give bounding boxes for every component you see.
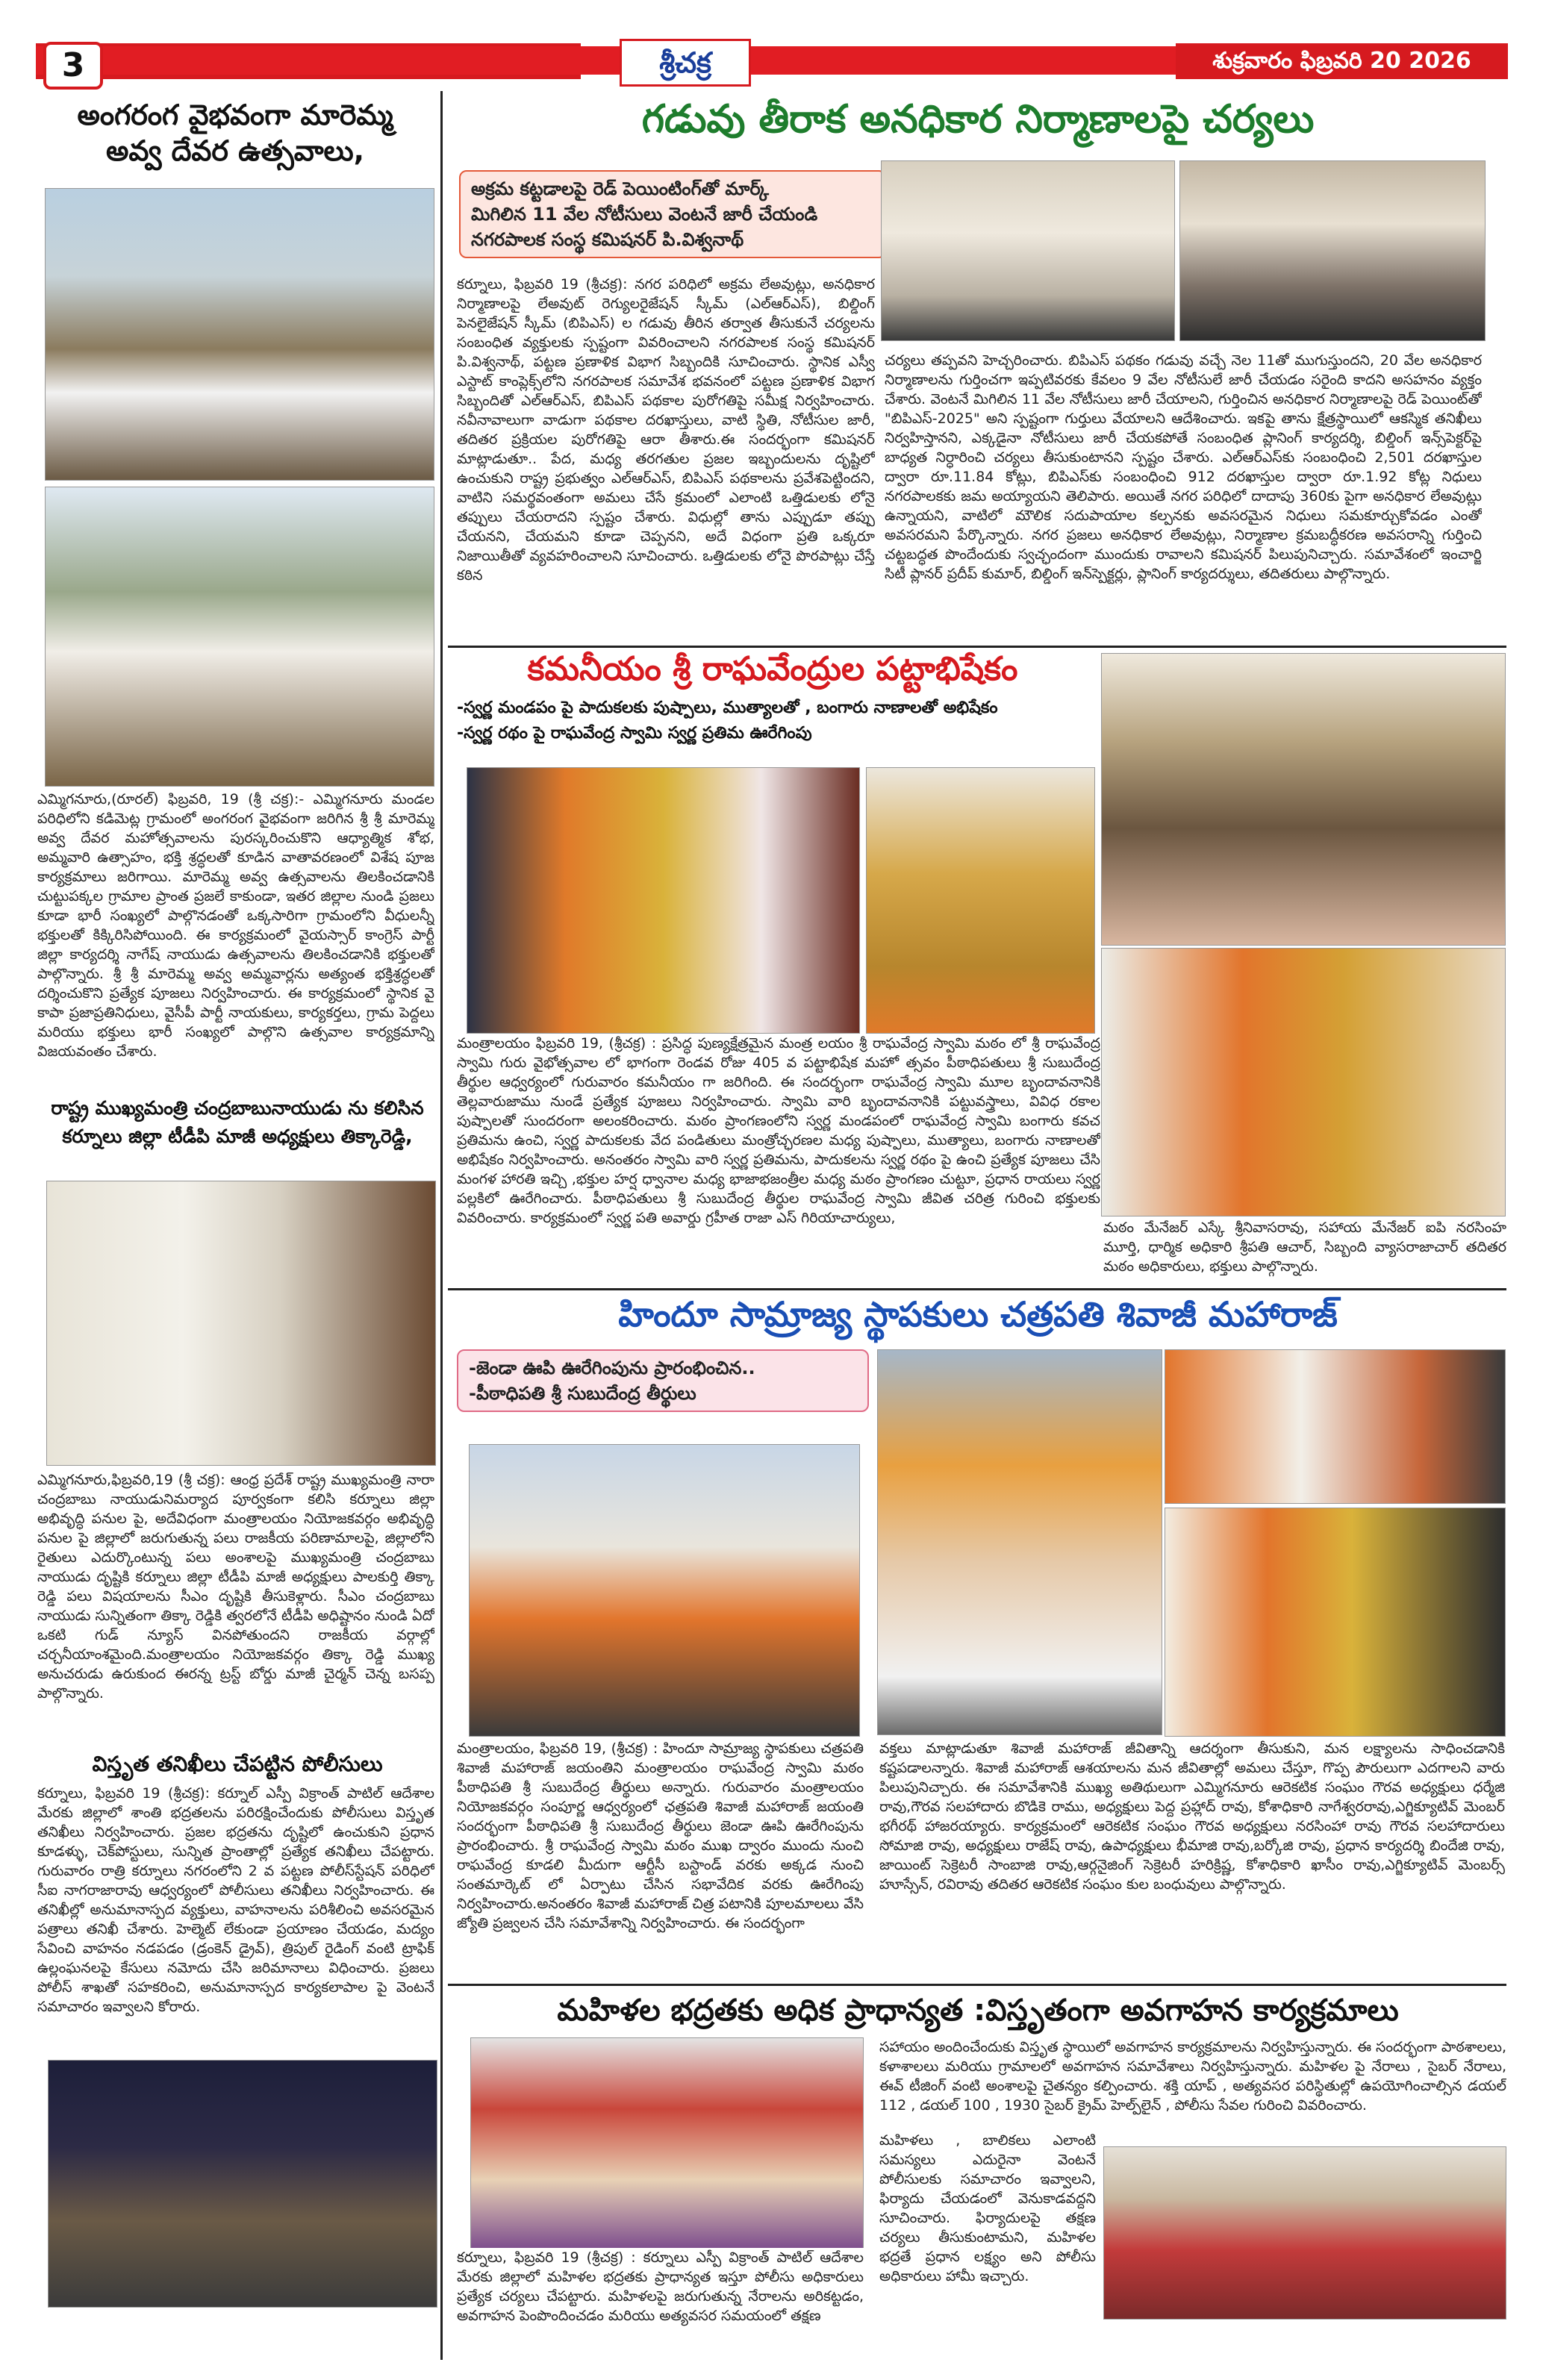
- cm-meeting-photo: [46, 1181, 436, 1466]
- story1-headline: [37, 97, 433, 169]
- story1-headline-line1: అంగరంగ వైభవంగా మారెమ్మ: [77, 99, 393, 131]
- seer-with-gold-photo: [1101, 948, 1506, 1216]
- section-rule-2: [448, 1288, 1506, 1290]
- women-story-body-right-top: సహాయం అందించేందుకు విస్తృత స్థాయిలో అవగాహన కార్యక్రమాలను నిర్వహిస్తున్నారు. ఈ సందర్భంగా పాఠశాలలు, కళాశాలలు మరియు గ్రామాలలో అవగాహన సమావేశాలు నిర్వహిస్తున్నారు. మహిళల పై నేరాలు , సైబర్ నేరాలు, ఈవ్ టీజింగ్ వంటి అంశాలపై చైతన్యం కల్పించారు. శక్తి యాప్ , అత్యవసర పరిస్థితుల్లో ఉపయోగించాల్సిన డయల్ 112 , డయల్ 100 , 1930 సైబర్ క్రైమ్ హెల్ప్‌లైన్ , పోలీసు సేవల గురించి వివరించారు.: [879, 2039, 1506, 2114]
- story1-body: ఎమ్మిగనూరు,(రూరల్) ఫిబ్రవరి, 19 (శ్రీ చక్ర):- ఎమ్మిగనూరు మండల పరిధిలోని కడిమెట్ల గ్రామంలో అంగరంగ వైభవంగా జరిగిన శ్రీ శ్రీ మారెమ్మ అవ్వ దేవర మహోత్సవాలను పురస్కరించుకొని ఆధ్యాత్మిక శోభ, అమ్మవారి ఉత్సాహం, భక్తి శ్రద్ధలతో కూడిన వాతావరణంలో విశేష పూజ కార్యక్రమాలు జరిగాయి. మారెమ్మ అవ్వ ఉత్సవాలను తిలకించడానికి చుట్టుపక్కల గ్రామాల ప్రాంత ప్రజలే కాకుండా, ఇతర జిల్లాల నుండి ప్రజలు కూడా భారీ సంఖ్యలో పాల్గొనడంతో ఒక్కసారిగా గ్రామంలోని వీధులన్నీ భక్తులతో కిక్కిరిసిపోయింది. ఈ కార్యక్రమంలో వైయస్సార్ కాంగ్రెస్ పార్టీ జిల్లా కార్యదర్శి నాగేష్ నాయుడు ఉత్సవాలను తిలకించడానికి భక్తులతో పాల్గొన్నారు. శ్రీ శ్రీ మారెమ్మ అవ్వ అమ్మవార్లను అత్యంత భక్తిశ్రద్ధలతో దర్శించుకొని ప్రత్యేక పూజలు నిర్వహించారు. ఈ కార్యక్రమంలో స్థానిక వై కాపా ప్రజాప్రతినిధులు, వైసీపీ పార్టీ నాయకులు, కార్యకర్తలు, గ్రామ పెద్దలు మరియు భక్తులు భారీ సంఖ్యలో పాల్గొని ఉత్సవాల కార్యక్రమాన్ని విజయవంతం చేశారు.: [37, 791, 434, 1060]
- middle-subhead-line1: -స్వర్ణ మండపం పై పాదుకలకు పుష్పాలు, ముత్యాలతో , బంగారు నాణాలతో అభిషేకం: [457, 699, 998, 717]
- festival-photo-2: [45, 487, 434, 787]
- story1-headline-line2: అవ్వ దేవర ఉత్సవాలు,: [105, 134, 365, 167]
- golden-chariot-photo: [866, 767, 1095, 1034]
- newspaper-logo: శ్రీచక్ర: [620, 39, 751, 87]
- section-rule-3: [448, 1984, 1506, 1986]
- police-checking-photo: [48, 2060, 437, 2308]
- women-story-body-left: కర్నూలు, ఫిబ్రవరి 19 (శ్రీచక్ర) : కర్నూలు ఎస్పీ విక్రాంత్ పాటిల్ ఆదేశాల మేరకు జిల్లాలో మహిళల భద్రతకు ప్రాధాన్యత ఇస్తూ పోలీసు అధికారులు ప్రత్యేక చర్యలు చేపట్టారు. మహిళలపై జరుగుతున్న నేరాలను అరికట్టడం, అవగాహన పెంపొందించడం మరియు అత్యవసర సమయంలో తక్షణ: [457, 2248, 864, 2345]
- top-subhead-line1: అక్రమ కట్టడాలపై రెడ్ పెయింటింగ్‌తో మార్క్: [471, 178, 769, 199]
- middle-story-caption: మఠం మేనేజర్ ఎస్కే శ్రీనివాసరావు, సహాయ మేనేజర్ ఐపి నరసింహ మూర్తి, ధార్మిక అధికారి శ్రీపతి ఆచార్, సిబ్బంది వ్యాసరాజాచార్ తదితర మఠం అధికారులు, భక్తులు పాల్గొన్నారు.: [1103, 1219, 1506, 1275]
- procession-crowd-photo: [1101, 653, 1506, 946]
- shivaji-story-subhead: [457, 1349, 869, 1412]
- middle-subhead-line2: -స్వర్ణ రథం పై రాఘవేంద్ర స్వామి స్వర్ణ ప్రతిమ ఊరేగింపు: [457, 724, 812, 743]
- story2-headline-line2: కర్నూలు జిల్లా టీడీపి మాజీ అధ్యక్షులు తిక్కారెడ్డి,: [62, 1125, 413, 1147]
- women-story-body-right-narrow: మహిళలు , బాలికలు ఎలాంటి సమస్యలు ఎదురైనా వెంటనే పోలీసులకు సమాచారం ఇవ్వాలని, ఫిర్యాదు చేయడంలో వెనుకాడవద్దని సూచించారు. ఫిర్యాదులపై తక్షణ చర్యలు తీసుకుంటామని, మహిళల భద్రతే ప్రధాన లక్ష్యం అని పోలీసు అధికారులు హామీ ఇచ్చారు.: [879, 2132, 1096, 2284]
- story2-headline: [36, 1094, 439, 1151]
- women-story-headline: మహిళల భద్రతకు అధిక ప్రాధాన్యత :విస్తృతంగా అవగాహన కార్యక్రమాలు: [557, 1993, 1399, 2028]
- column-divider: [440, 91, 443, 2360]
- shivaji-rally-photo: [469, 1444, 860, 1737]
- commissioner-meeting-photo-2: [1179, 160, 1486, 341]
- story3-headline: విస్తృత తనిఖీలు చేపట్టిన పోలీసులు: [92, 1752, 383, 1776]
- shivaji-subhead-line2: -పీఠాధిపతి శ్రీ సుబుదేంద్ర తీర్థులు: [469, 1383, 696, 1404]
- commissioner-meeting-photo-1: [881, 160, 1175, 341]
- middle-story-body: మంత్రాలయం ఫిబ్రవరి 19, (శ్రీచక్ర) : ప్రసిద్ధ పుణ్యక్షేత్రమైన మంత్ర లయం శ్రీ రాఘవేంద్ర స్వామి మఠం లో శ్రీ రాఘవేంద్ర స్వామి గురు వైభోత్సవాల లో భాగంగా రెండవ రోజు 405 వ పట్టాభిషేక మహో త్సవం పీఠాధిపతులు శ్రీ సుబుదేంద్ర తీర్థుల ఆధ్వర్యంలో గురువారం కమనీయం గా జరిగింది. ఈ సందర్భంగా రాఘవేంద్ర స్వామి మూల బృందావనానికి తెల్లవారుజాము నుండే ప్రత్యేక పూజలు నిర్వహించారు. స్వామి వారి బృందావనానికి పట్టువస్త్రాలు, వివిధ రకాల పుష్పాలతో సుందరంగా అలంకరించారు. మఠం ప్రాంగణంలోని స్వర్ణ మండపంలో రాఘవేంద్ర స్వామి బంగారు కవచ ప్రతిమను ఉంచి, స్వర్ణ పాదుకలకు వేద పండితులు మంత్రోచ్ఛరణల మధ్య పుష్పాలు, ముత్యాలు, బంగారు నాణాలతో అభిషేకం నిర్వహించారు. అనంతరం స్వామి వారి స్వర్ణ ప్రతిమను, పాదుకలను స్వర్ణ రథం పై ఉంచి ప్రత్యేక పూజలు చేసి మంగళ హారతి ఇచ్చి ,భక్తుల హర్ష ధ్వానాల మధ్య భాజాభజంత్రీల మధ్య మఠం ప్రాంగణం చుట్టూ, ప్రధాన రాయలు స్వర్ణ పల్లకిలో ఊరేగించారు. పీఠాధిపతులు శ్రీ సుబుదేంద్ర తీర్థుల రాఘవేంద్ర స్వామి జీవిత చరిత్ర గురించి భక్తులకు వివరించారు. కార్యక్రమంలో స్వర్ణ పతి అవార్డు గ్రహీత రాజా ఎస్ గిరియాచార్యులు,: [457, 1035, 1100, 1226]
- students-awareness-photo: [1103, 2146, 1506, 2320]
- top-story-body-left: కర్నూలు, ఫిబ్రవరి 19 (శ్రీచక్ర): నగర పరిధిలో అక్రమ లేఅవుట్లు, అనధికార నిర్మాణాలపై లేఅవుట్ రెగ్యులరైజేషన్ స్కీమ్ (ఎల్‌ఆర్‌ఎస్), బిల్డింగ్ పెనలైజేషన్ స్కీమ్ (బిపిఎస్) ల గడువు తీరిన తర్వాత తీసుకునే చర్యలను సంబంధిత వ్యక్తులకు స్పష్టంగా వివరించాలని నగరపాలక సంస్థ కమిషనర్ పి.విశ్వనాథ్, పట్టణ ప్రణాళిక విభాగ సిబ్బందికి సూచించారు. స్థానిక ఎస్వీ ఎస్టాట్ కాంప్లెక్స్‌లోని నగరపాలక సమావేశ భవనంలో పట్టణ ప్రణాళిక విభాగ సిబ్బందితో ఎల్‌ఆర్‌ఎస్, బిపిఎస్ పథకాల పురోగతిపై సమీక్ష నిర్వహించారు. నవీనావాలుగా వాడుగా పథకాల దరఖాస్తులు, వాటి స్థితి, నోటీసుల జారీ, తదితర ప్రక్రియల పురోగతిపై ఆరా తీశారు.ఈ సందర్భంగా కమిషనర్ మాట్లాడుతూ.. పేద, మధ్య తరగతుల ప్రజల ఇబ్బందులను దృష్టిలో ఉంచుకుని రాష్ట్ర ప్రభుత్వం ఎల్‌ఆర్‌ఎస్, బిపిఎస్ పథకాలను ప్రవేశపెట్టిందని, వాటిని సమర్థవంతంగా అమలు చేసే క్రమంలో ఎలాంటి ఒత్తిడులకు లోనై తప్పులు చేయరాదని స్పష్టం చేశారు. విధుల్లో తాను ఎప్పుడూ తప్పు చేయనని, చేయమని కూడా చెప్పనని, అదే విధంగా ప్రతి ఒక్కరూ నిజాయితీతో వ్యవహరించాలని సూచించారు. ఒత్తిడులకు లోనై పొరపాట్లు చేస్తే కఠిన: [457, 276, 875, 584]
- story2-headline-line1: రాష్ట్ర ముఖ్యమంత్రి చంద్రబాబునాయుడు ను కలిసిన: [51, 1097, 424, 1119]
- middle-story-headline: కమనీయం శ్రీ రాఘవేంద్రుల పట్టాభిషేకం: [527, 650, 1018, 688]
- story3-body: కర్నూలు, ఫిబ్రవరి 19 (శ్రీచక్ర): కర్నూల్ ఎస్పీ విక్రాంత్ పాటిల్ ఆదేశాల మేరకు జిల్లాలో శాంతి భద్రతలను పరిరక్షించేందుకు పోలీసులు విస్తృత తనిఖీలు నిర్వహించారు. ప్రజల భద్రతను దృష్టిలో ఉంచుకుని ప్రధాన కూడళ్ళు, చెక్‌పోస్టులు, సున్నిత ప్రాంతాల్లో ప్రత్యేక తనిఖీలు చేపట్టారు. గురువారం రాత్రి కర్నూలు నగరంలోని 2 వ పట్టణ పోలీస్‌స్టేషన్ పరిధిలో సీఐ నాగరాజారావు ఆధ్వర్యంలో పోలీసులు తనిఖీలు నిర్వహించారు. ఈ తనిఖీల్లో అనుమానాస్పద వ్యక్తులు, వాహనాలను పరిశీలించి అవసరమైన పత్రాలు తనిఖీ చేశారు. హెల్మెట్ లేకుండా ప్రయాణం చేయడం, మద్యం సేవించి వాహనం నడపడం (డ్రంకెన్ డ్రైవ్), త్రిపుల్ రైడింగ్ వంటి ట్రాఫిక్ ఉల్లంఘనలపై కేసులు నమోదు చేసి జరిమానాలు విధించారు. ప్రజలు పోలీస్ శాఖతో సహకరించి, అనుమానాస్పద కార్యకలాపాల పై వెంటనే సమాచారం ఇవ్వాలని కోరారు.: [37, 1785, 434, 2015]
- issue-date: శుక్రవారం ఫిబ్రవరి 20 2026: [1176, 43, 1508, 79]
- middle-story-subhead: [457, 696, 1106, 746]
- story2-body: ఎమ్మిగనూరు,ఫిబ్రవరి,19 (శ్రీ చక్ర): ఆంధ్ర ప్రదేశ్ రాష్ట్ర ముఖ్యమంత్రి నారా చంద్రబాబు నాయుడునిమర్యాద పూర్వకంగా కలిసి కర్నూలు జిల్లా అభివృద్ధి పనుల పై, అదేవిధంగా మంత్రాలయం నియోజకవర్గం అభివృద్ధి పనుల పై జిల్లాలో జరుగుతున్న పలు రాజకీయ పరిణామాలపై, జిల్లాలోని రైతులు ఎదుర్కొంటున్న పలు అంశాలపై ముఖ్యమంత్రి చంద్రబాబు నాయుడు దృష్టికి కర్నూలు జిల్లా టీడీపి మాజీ అధ్యక్షులు పాలకుర్తి తిక్కా రెడ్డి పలు విషయాలను సీఎం దృష్టికి తీసుకెళ్లారు. సీఎం చంద్రబాబు నాయుడు సున్నితంగా తిక్కా రెడ్డికి త్వరలోనే టీడీపి అధిష్టానం నుండి ఏదో ఒకటి గుడ్ న్యూస్ వినపోతుందని రాజకీయ వర్గాల్లో చర్చనీయాంశమైంది.మంత్రాలయం నియోజకవర్గం తిక్కా రెడ్డి ముఖ్య అనుచరుడు ఉరుకుంద ఈరన్న ట్రస్ట్ బోర్డు మాజీ చైర్మన్ చెన్న బసప్ప పాల్గొన్నారు.: [37, 1472, 434, 1702]
- shivaji-story-headline: హిందూ సామ్రాజ్య స్థాపకులు చత్రపతి శివాజీ మహారాజ్: [618, 1294, 1338, 1334]
- page-number: 3: [43, 42, 103, 90]
- shivaji-portrait-garland-photo: [1165, 1508, 1506, 1737]
- top-story-body-right: చర్యలు తప్పవని హెచ్చరించారు. బిపిఎస్ పథకం గడువు వచ్చే నెల 11తో ముగుస్తుందని, 20 వేల అనధికార నిర్మాణాలను గుర్తించగా ఇప్పటివరకు కేవలం 9 వేల నోటీసులే జారీ చేయడం సరైంది కాదని అసహనం వ్యక్తం చేశారు. వెంటనే మిగిలిన 11 వేల నోటీసులు జారీ చేయాలని, గుర్తించిన అనధికార నిర్మాణాలపై రెడ్ పెయింట్‌తో "బిపిఎస్-2025" అని స్పష్టంగా గుర్తులు వేయాలని ఆదేశించారు. ఇకపై తాను క్షేత్రస్థాయిలో ఆకస్మిక తనిఖీలు నిర్వహిస్తానని, ఎక్కడైనా నోటీసులు జారీ చేయకపోతే సంబంధిత ప్లానింగ్ కార్యదర్శి, బిల్డింగ్ ఇన్స్‌పెక్టర్‌పై బాధ్యత నిర్ధారించి చర్యలు తీసుకుంటానని స్పష్టం చేశారు. ఎల్‌ఆర్‌ఎస్‌కు సంబంధించి 2,501 దరఖాస్తుల ద్వారా రూ.11.84 కోట్లు, బిపిఎస్‌కు సంబంధించి 912 దరఖాస్తుల ద్వారా రూ.1.92 కోట్ల నిధులు నగరపాలకకు జమ అయ్యాయని తెలిపారు. అయితే నగర పరిధిలో దాదాపు 360కు పైగా అనధికార లేఅవుట్లు ఉన్నాయని, వాటిలో మౌలిక సదుపాయాల కల్పనకు అవసరమైన నిధులు సమకూర్చుకోవడం ఎంతో అవసరమని పేర్కొన్నారు. నగర ప్రజలు అనధికార లేఅవుట్లు, నిర్మాణాల క్రమబద్ధీకరణ అవసరాన్ని గుర్తించి చట్టబద్ధత పొందేందుకు స్వచ్ఛందంగా ముందుకు రావాలని కమిషనర్ పిలుపునిచ్చారు. సమావేశంలో ఇంచార్జి సిటీ ప్లానర్ ప్రదీప్ కుమార్, బిల్డింగ్ ఇన్‌స్పెక్టర్లు, ప్లానింగ్ కార్యదర్శులు, తదితరులు పాల్గొన్నారు.: [885, 352, 1482, 582]
- festival-photo-1: [45, 188, 434, 481]
- pattabhishekam-photo: [467, 767, 860, 1034]
- shivaji-story-body-left: మంత్రాలయం, ఫిబ్రవరి 19, (శ్రీచక్ర) : హిందూ సామ్రాజ్య స్థాపకులు చత్రపతి శివాజీ మహారాజ్ జయంతిని మంత్రాలయం రాఘవేంద్ర స్వామి మఠం పీఠాధిపతి శ్రీ సుబుదేంద్ర తీర్థులు అన్నారు. గురువారం మంత్రాలయం నియోజకవర్గం సంపూర్ణ ఆధ్వర్యంలో ఛత్రపతి శివాజీ మహారాజ్ జయంతి సందర్భంగా పీఠాధిపతి శ్రీ సుబుదేంద్ర తీర్థులు జెండా ఊపి ఊరేగింపును ప్రారంభించారు. శ్రీ రాఘవేంద్ర స్వామి మఠం ముఖ ద్వారం ముందు నుంచి రాఘవేంద్ర కూడలి మీదుగా ఆర్టీసీ బస్టాండ్ వరకు అక్కడ నుంచి సంతమార్కెట్ లో ఏర్పాటు చేసిన సభావేదిక వరకు ఊరేగింపు నిర్వహించారు.అనంతరం శివాజీ మహారాజ్ చిత్ర పటానికి పూలమాలలు వేసి జ్యోతి ప్రజ్వలన చేసి సమావేశాన్ని నిర్వహించారు. ఈ సందర్భంగా: [457, 1740, 864, 1931]
- top-story-subhead: [459, 170, 886, 258]
- child-shivaji-photo: [877, 1349, 1162, 1735]
- top-subhead-line2: మిగిలిన 11 వేల నోటీసులు వెంటనే జారీ చేయండి: [471, 204, 818, 225]
- shivaji-felicitation-photo: [1165, 1349, 1506, 1504]
- top-story-headline: గడువు తీరాక అనధికార నిర్మాణాలపై చర్యలు: [641, 97, 1315, 142]
- shivaji-subhead-line1: -జెండా ఊపి ఊరేగింపును ప్రారంభించిన..: [469, 1358, 755, 1378]
- top-subhead-line3: నగరపాలక సంస్థ కమిషనర్ పి.విశ్వనాథ్: [471, 229, 744, 250]
- shivaji-story-body-right: వక్తలు మాట్లాడుతూ శివాజీ మహారాజ్ జీవితాన్ని ఆదర్శంగా తీసుకుని, మన లక్ష్యాలను సాధించడానికి కష్టపడాలన్నారు. శివాజీ మహారాజ్ ఆశయాలను మన జీవితాల్లో అమలు చేస్తూ, గొప్ప పౌరులుగా ఎదగాలని వారు పిలుపునిచ్చారు. ఈ సమావేశానికి ముఖ్య అతిథులుగా ఎమ్మిగనూరు ఆరెకటిక సంఘం గౌరవ అధ్యక్షులు ధర్మేజి రావు,గౌరవ సలహాదారు బొడికె రాము, అధ్యక్షులు పెద్ద ప్రహ్లాద్ రావు, కోశాధికారి నాగేశ్వరరావు,ఎగ్జిక్యూటివ్ మెంబర్ భగీరథ్ హాజరయ్యారు. కార్యక్రమంలో ఆరెకటిక సంఘం గౌరవ అధ్యక్షులు నరసింహా రావు గౌరవ సలహాదారులు సోమాజి రావు, అధ్యక్షులు రాజేష్ రావు, ఉపాధ్యక్షులు భీమాజి రావు,బర్కోజి రావు, ప్రధాన కార్యదర్శి బిందేజి రావు, జాయింట్ సెక్రెటరీ సాంబాజి రావు,ఆర్గనైజింగ్ సెక్రెటరీ హరిక్రిష్ణ, కోశాధికారి ఖాసీం రావు,ఎగ్జిక్యూటివ్ మెంబర్స్ హూస్సేన్, రవిరావు తదితర ఆరెకటిక సంఘం కుల బంధువులు పాల్గొన్నారు.: [879, 1740, 1505, 1893]
